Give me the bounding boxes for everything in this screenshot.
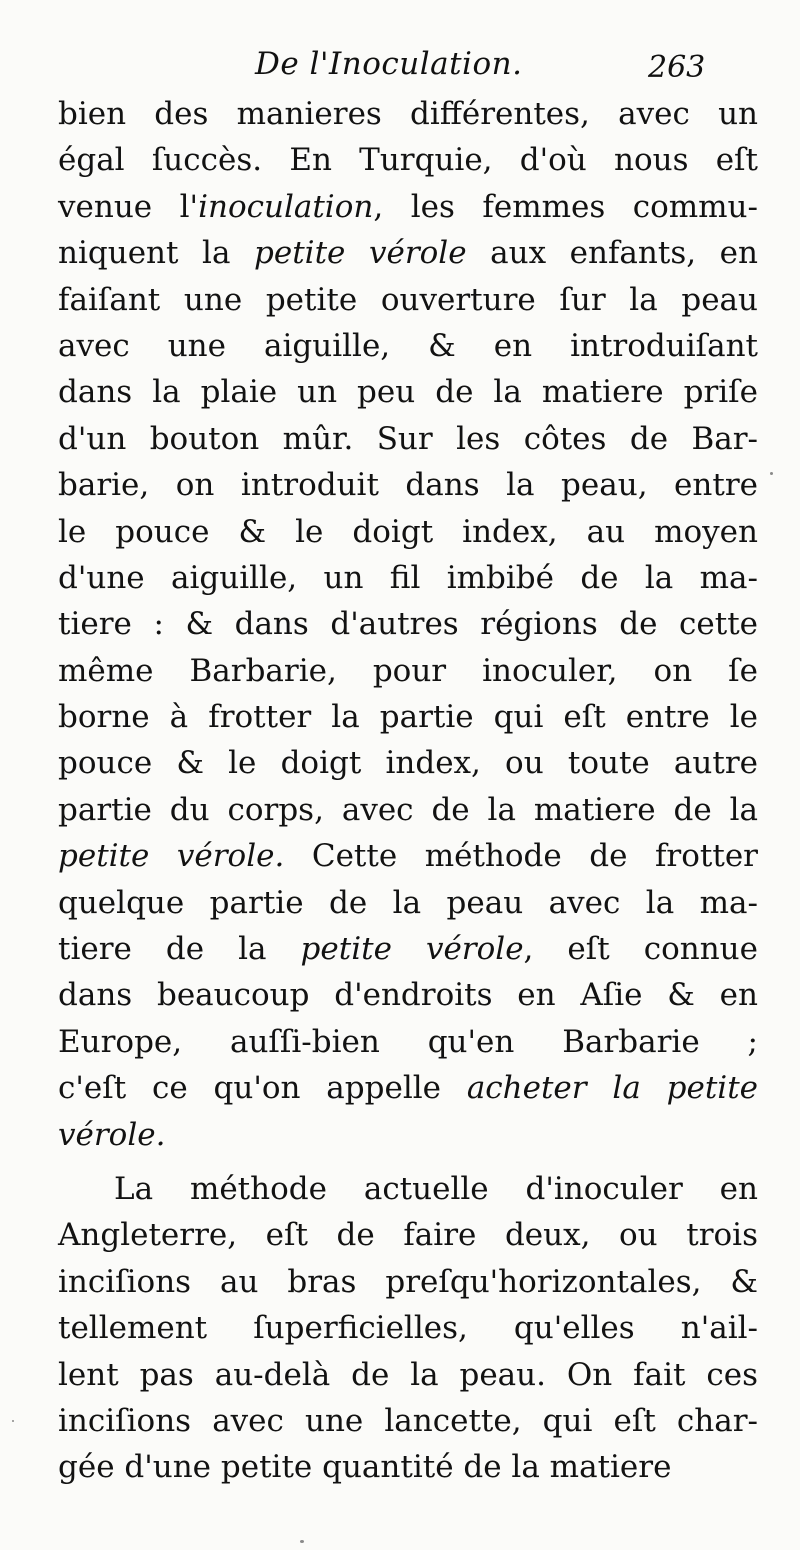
text-segment: aux enfants, en [466,235,758,272]
text-line [58,416,758,462]
text-line [58,91,758,137]
text-line [58,740,758,786]
print-speck [300,1540,304,1543]
text-segment: lent pas au-delà de la peau. On fait ces [58,1356,758,1393]
text-segment: faiſant une petite ouverture ſur la peau [58,281,758,318]
text-segment: partie du corps, avec de la matiere de la [58,791,758,828]
text-line [58,601,758,647]
paragraph [58,1158,758,1491]
italic-text: inoculation [198,188,374,225]
page-number: 263 [648,50,706,85]
text-line [58,323,758,369]
italic-text: acheter la petite [466,1070,758,1107]
text-segment: , les femmes commu- [373,188,758,225]
text-line [58,1398,758,1444]
text-line [58,462,758,508]
text-segment: le pouce & le doigt index, au moyen [58,513,758,550]
italic-text: petite vérole. [58,838,285,875]
running-title: De l'Inoculation. [255,46,523,82]
text-segment: c'eſt ce qu'on appelle [58,1070,467,1107]
text-segment: même Barbarie, pour inoculer, on ſe [58,652,758,689]
italic-text: petite vérole [300,931,524,968]
text-segment: venue l' [58,188,199,225]
text-line [58,277,758,323]
text-line [58,184,758,230]
text-segment: borne à frotter la partie qui eſt entre le [58,699,758,736]
text-segment: bien des manieres différentes, avec un [58,96,758,132]
text-line [58,1112,758,1158]
text-segment: gée d'une petite quantité de la matiere [58,1449,672,1486]
text-segment: barie, on introduit dans la peau, entre [58,467,758,504]
text-segment: Cette méthode de frotter [284,838,758,875]
text-line [58,369,758,415]
text-segment: dans la plaie un peu de la matiere priſe [58,374,758,411]
text-segment: pouce & le doigt index, ou toute autre [58,745,758,782]
text-line [58,833,758,879]
text-line [58,1444,758,1490]
page-header [0,46,800,96]
text-segment: dans beaucoup d'endroits en Aſie & en [58,977,758,1014]
italic-text: vérole. [58,1116,166,1153]
text-segment: inciſions avec une lancette, qui eſt char- [58,1402,758,1439]
text-segment: avec une aiguille, & en introduiſant [58,327,758,364]
text-line [58,509,758,555]
text-line [58,137,758,183]
text-line [58,1352,758,1398]
text-segment: Europe, auſſi-bien qu'en Barbarie ; [58,1023,758,1060]
text-line [58,926,758,972]
italic-text: petite vérole [254,235,467,272]
text-line [58,1212,758,1258]
text-line [58,1305,758,1351]
paragraph [58,91,758,1158]
text-segment: tiere : & dans d'autres régions de cette [58,606,758,643]
text-segment: , eſt connue [523,931,758,968]
text-line [58,1065,758,1111]
text-line [58,230,758,276]
text-segment: tiere de la [58,931,301,968]
text-line [58,1259,758,1305]
text-segment: d'une aiguille, un fil imbibé de la ma- [58,559,758,596]
text-segment: La méthode actuelle d'inoculer en [114,1170,758,1207]
print-speck [770,472,773,475]
text-line [58,1166,758,1212]
text-segment: d'un bouton mûr. Sur les côtes de Bar- [58,420,758,457]
text-segment: Angleterre, eſt de faire deux, ou trois [58,1217,758,1254]
text-line [58,694,758,740]
text-line [58,972,758,1018]
text-line [58,787,758,833]
text-segment: quelque partie de la peau avec la ma- [58,884,758,921]
text-line [58,555,758,601]
text-segment: égal ſuccès. En Turquie, d'où nous eſt [58,142,758,179]
text-line [58,648,758,694]
text-segment: inciſions au bras preſqu'horizontales, & [58,1263,758,1300]
body-text [58,91,758,1491]
text-segment: tellement ſuperficielles, qu'elles n'ail- [58,1310,758,1347]
text-line [58,880,758,926]
paragraph-gap [58,1158,758,1166]
text-segment: niquent la [58,235,255,272]
print-speck [12,1420,14,1422]
text-line [58,1019,758,1065]
